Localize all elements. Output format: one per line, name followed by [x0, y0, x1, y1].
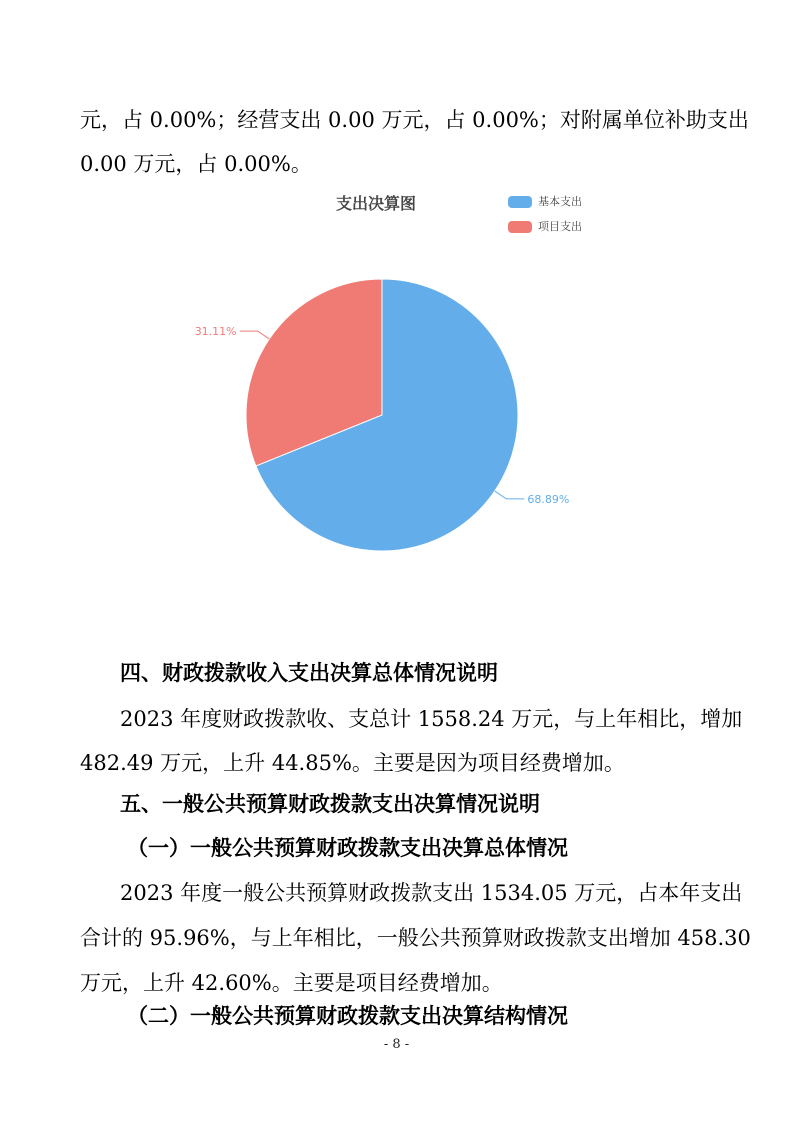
- legend-label-project: 项目支出: [538, 220, 582, 233]
- pie-data-label-2: 31.11%: [194, 325, 237, 339]
- chart-title: 支出决算图: [336, 194, 417, 213]
- section-heading-5: 五、一般公共预算财政拨款支出决算情况说明: [120, 792, 540, 816]
- pie-data-label-1: 68.89%: [527, 492, 570, 506]
- legend-label-basic: 基本支出: [538, 195, 582, 208]
- paragraph-line: 合计的 95.96%，与上年相比，一般公共预算财政拨款支出增加 458.30: [80, 926, 751, 950]
- section-heading-4: 四、财政拨款收入支出决算总体情况说明: [120, 661, 498, 685]
- paragraph-line: 2023 年度财政拨款收、支总计 1558.24 万元，与上年相比，增加: [120, 707, 743, 731]
- paragraph-line: 元，占 0.00%；经营支出 0.00 万元，占 0.00%；对附属单位补助支出: [80, 108, 749, 132]
- subsection-heading-5-1: （一）一般公共预算财政拨款支出决算总体情况: [127, 836, 568, 860]
- paragraph-line: 0.00 万元，占 0.00%。: [80, 152, 312, 176]
- page-number: - 8 -: [383, 1037, 410, 1052]
- pie-label-leader-1: [495, 491, 525, 499]
- paragraph-line: 2023 年度一般公共预算财政拨款支出 1534.05 万元，占本年支出: [120, 881, 743, 905]
- paragraph-line: 万元，上升 42.60%。主要是项目经费增加。: [80, 971, 503, 995]
- subsection-heading-5-2: （二）一般公共预算财政拨款支出决算结构情况: [127, 1004, 568, 1028]
- pie-label-leader-2: [240, 331, 270, 339]
- paragraph-line: 482.49 万元，上升 44.85%。主要是因为项目经费增加。: [80, 751, 625, 775]
